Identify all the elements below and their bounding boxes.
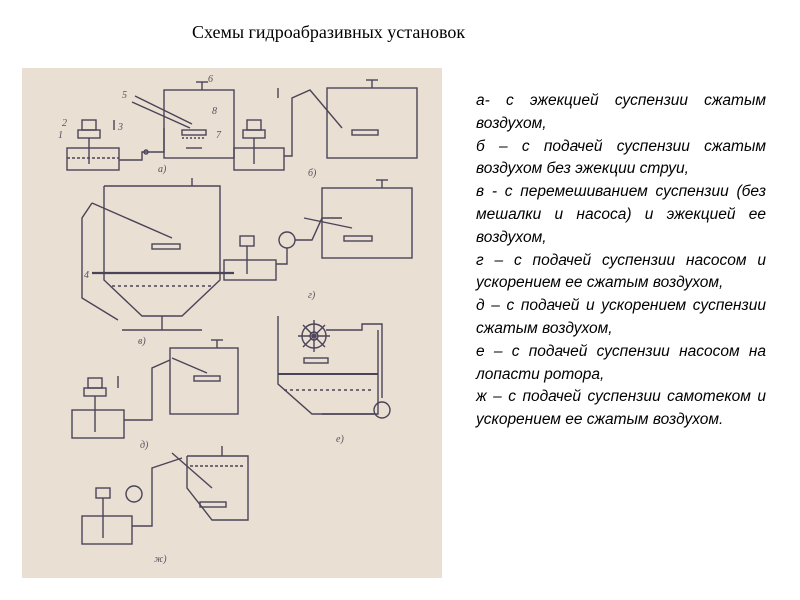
label-n2: 2 <box>62 118 67 129</box>
schemes-figure <box>22 68 442 578</box>
scheme-descriptions <box>476 90 766 432</box>
label-n6: 6 <box>208 74 213 85</box>
scheme-zh <box>82 446 248 544</box>
scheme-e <box>278 316 390 418</box>
description-g: г – с подачей суспензии насосом и ускорением ее сжатым воздухом, <box>476 251 766 292</box>
label-n4: 4 <box>84 270 89 281</box>
label-b: б) <box>308 168 317 179</box>
scheme-v <box>82 178 234 330</box>
label-d: д) <box>140 440 149 451</box>
description-d: д – с подачей и ускорением суспензии сжатым воздухом, <box>476 297 766 337</box>
label-n7: 7 <box>216 130 221 141</box>
scheme-d <box>72 340 238 438</box>
description-v: в - с перемешиванием суспензии (без мешалки и насоса) и эжекцией ее воздухом, <box>476 183 766 246</box>
scheme-g <box>224 180 412 280</box>
label-v: в) <box>138 336 146 347</box>
description-e: е – с подачей суспензии насосом на лопасти ротора, <box>476 342 766 383</box>
label-g: г) <box>308 290 316 301</box>
scheme-a <box>67 82 234 170</box>
label-n5: 5 <box>122 90 127 101</box>
page-title: Схемы гидроабразивных установок <box>192 22 466 42</box>
scheme-b <box>234 80 417 170</box>
description-zh: ж – с подачей суспензии самотеком и ускорением ее сжатым воздухом. <box>476 388 766 429</box>
hydroabrasive-schemes-drawing-icon <box>22 68 442 578</box>
label-a: а) <box>158 164 167 175</box>
description-a: а- с эжекцией суспензии сжатым воздухом, <box>476 92 766 132</box>
label-n8: 8 <box>212 106 217 117</box>
label-n1: 1 <box>58 130 63 141</box>
description-b: б – с подачей суспензии сжатым воздухом без эжекции струи, <box>476 137 766 178</box>
label-zh: ж) <box>154 554 167 565</box>
label-n3: 3 <box>118 122 123 133</box>
label-e: е) <box>336 434 344 445</box>
